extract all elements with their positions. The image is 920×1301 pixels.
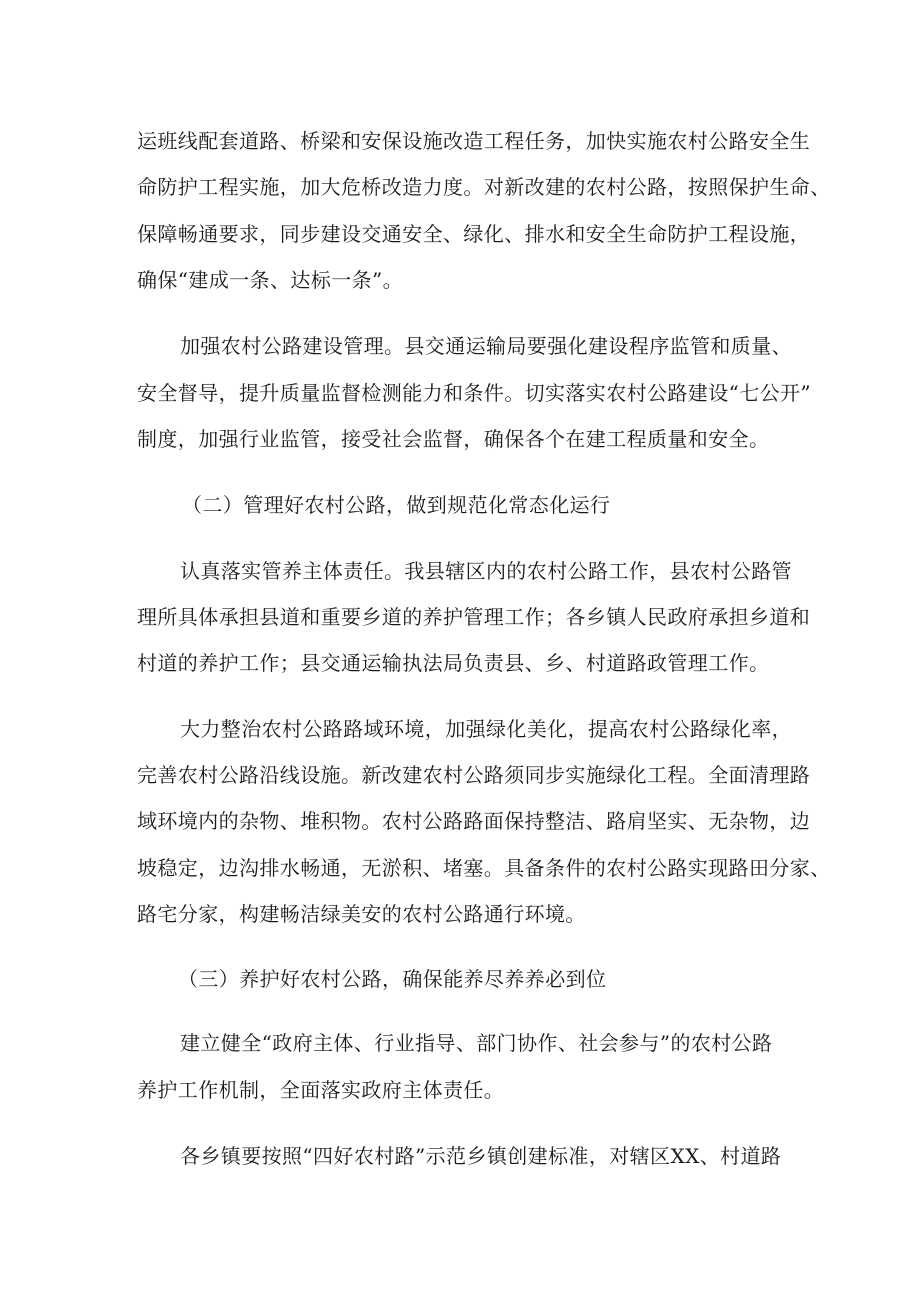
paragraph-line: 命防护工程实施，加大危桥改造力度。对新改建的农村公路，按照保护生命、	[137, 175, 831, 199]
paragraph-line: 认真落实管养主体责任。我县辖区内的农村公路工作，县农村公路管	[180, 559, 792, 583]
paragraph-line: 大力整治农村公路路域环境，加强绿化美化，提高农村公路绿化率，	[180, 717, 792, 741]
paragraph-line: 村道的养护工作；县交通运输执法局负责县、乡、村道路政管理工作。	[137, 651, 770, 675]
paragraph-line: 各乡镇要按照“四好农村路”示范乡镇创建标准，对辖区XX、村道路	[180, 1144, 782, 1168]
paragraph-line: 加强农村公路建设管理。县交通运输局要强化建设程序监管和质量、	[180, 334, 792, 358]
paragraph-line: 制度，加强行业监管，接受社会监督，确保各个在建工程质量和安全。	[137, 427, 770, 451]
paragraph-line: 路宅分家，构建畅洁绿美安的农村公路通行环境。	[137, 902, 586, 926]
paragraph-line: 域环境内的杂物、堆积物。农村公路路面保持整洁、路肩坚实、无杂物，边	[137, 809, 811, 833]
paragraph-line: 坡稳定，边沟排水畅通，无淤积、堵塞。具备条件的农村公路实现路田分家、	[137, 856, 831, 880]
paragraph-line: 保障畅通要求，同步建设交通安全、绿化、排水和安全生命防护工程设施，	[137, 222, 811, 246]
paragraph-line: 运班线配套道路、桥梁和安保设施改造工程任务，加快实施农村公路安全生	[137, 129, 811, 153]
paragraph-line: 确保“建成一条、达标一条”。	[137, 268, 404, 292]
paragraph-line: 建立健全“政府主体、行业指导、部门协作、社会参与”的农村公路	[180, 1031, 773, 1055]
paragraph-line: 完善农村公路沿线设施。新改建农村公路须同步实施绿化工程。全面清理路	[137, 763, 811, 787]
section-heading: （二）管理好农村公路，做到规范化常态化运行	[182, 493, 611, 517]
section-heading: （三）养护好农村公路，确保能养尽养养必到位	[178, 967, 607, 991]
paragraph-line: 理所具体承担县道和重要乡道的养护管理工作；各乡镇人民政府承担乡道和	[137, 605, 811, 629]
paragraph-line: 养护工作机制，全面落实政府主体责任。	[137, 1078, 505, 1102]
paragraph-line: 安全督导，提升质量监督检测能力和条件。切实落实农村公路建设“七公开”	[137, 381, 812, 405]
